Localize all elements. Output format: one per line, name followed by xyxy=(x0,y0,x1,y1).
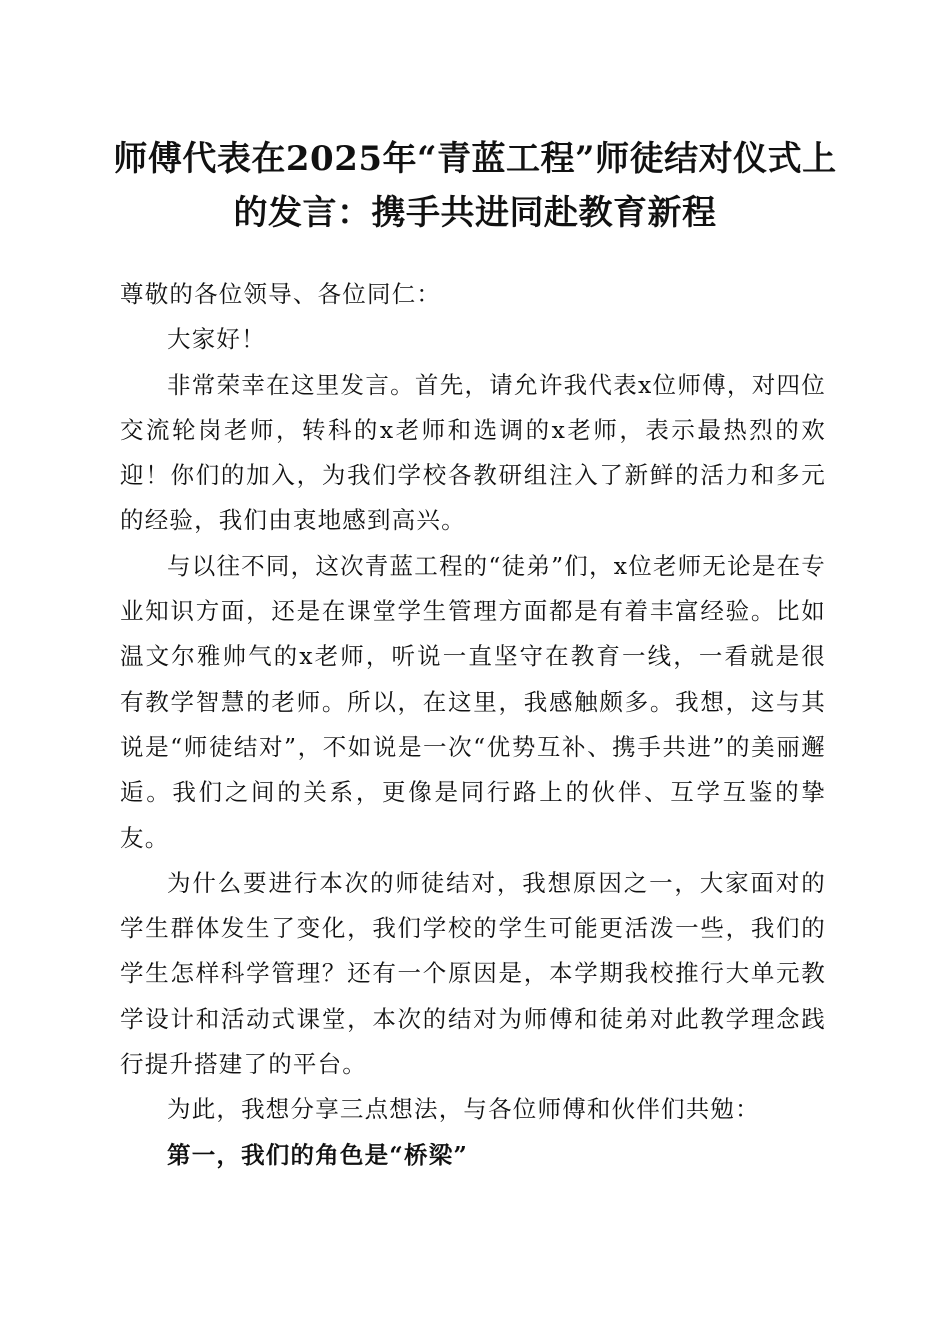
paragraph-welcome: 非常荣幸在这里发言。首先，请允许我代表x位师傅，对四位交流轮岗老师，转科的x老师和选调的x老师，表示最热烈的欢迎！你们的加入，为我们学校各教研组注入了新鲜的活力和多元的经验，我们由衷地感到高兴。 xyxy=(120,370,826,535)
salutation: 尊敬的各位领导、各位同仁： xyxy=(120,280,442,308)
section-heading-first: 第一，我们的角色是“桥梁” xyxy=(167,1140,469,1169)
paragraph-share-thoughts: 为此，我想分享三点想法，与各位师傅和伙伴们共勉： xyxy=(167,1095,760,1124)
document-body xyxy=(120,272,826,1178)
paragraph-reasons: 为什么要进行本次的师徒结对，我想原因之一，大家面对的学生群体发生了变化，我们学校的学生可能更活泼一些，我们的学生怎样科学管理？还有一个原因是，本学期我校推行大单元教学设计和活动式课堂，本次的结对为师傅和徒弟对此教学理念践行提升搭建了的平台。 xyxy=(120,868,826,1079)
paragraph-apprentices: 与以往不同，这次青蓝工程的“徒弟”们，x位老师无论是在专业知识方面，还是在课堂学生管理方面都是有着丰富经验。比如温文尔雅帅气的x老师，听说一直坚守在教育一线，一看就是很有教学智慧的老师。所以，在这里，我感触颇多。我想，这与其说是“师徒结对”，不如说是一次“优势互补、携手共进”的美丽邂逅。我们之间的关系，更像是同行路上的伙伴、互学互鉴的挚友。 xyxy=(120,551,826,852)
document-title: 师傅代表在2025年“青蓝工程”师徒结对仪式上的发言：携手共进同赴教育新程 xyxy=(113,139,837,233)
paragraph-greeting: 大家好！ xyxy=(167,325,266,354)
